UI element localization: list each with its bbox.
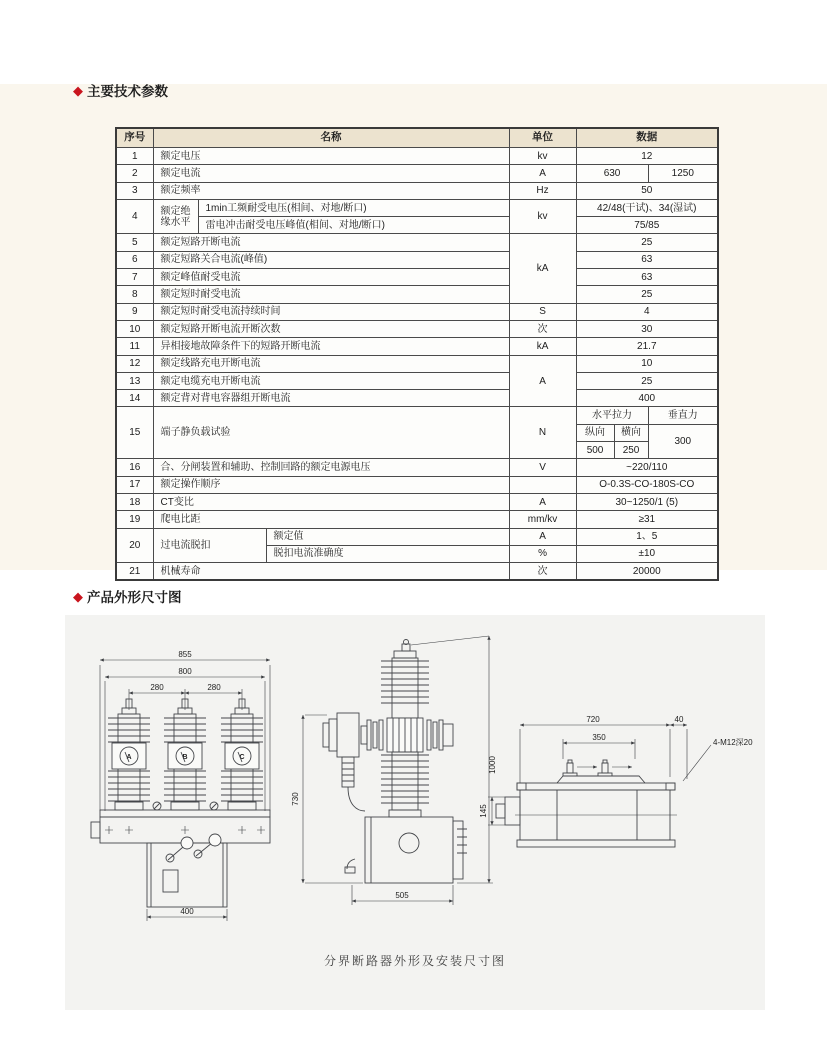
table-cell: 63: [576, 251, 718, 268]
dim-label-1000: 1000: [488, 756, 497, 774]
table-cell: 30~1250/1 (5): [576, 493, 718, 510]
table-cell: 30: [576, 320, 718, 337]
table-cell: 16: [116, 459, 153, 476]
table-cell: 额定短路开断电流: [153, 234, 509, 251]
dimension-diagram-panel: [65, 615, 765, 1010]
section-title-tech-params: [73, 80, 168, 100]
table-cell: 次: [509, 563, 576, 581]
table-cell: 额定背对背电容器组开断电流: [153, 390, 509, 407]
table-cell: kA: [509, 338, 576, 355]
table-header-cell: 名称: [153, 128, 509, 148]
dim-label-720: 720: [586, 715, 600, 724]
pole-c: [221, 699, 263, 810]
table-cell: [509, 476, 576, 493]
table-row: [116, 303, 718, 320]
table-cell: 额定电流: [153, 165, 509, 182]
table-row: [116, 165, 718, 182]
table-cell: A: [509, 493, 576, 510]
table-cell: 50: [576, 182, 718, 199]
table-cell: 1min工频耐受电压(相间、对地/断口): [198, 199, 509, 216]
table-cell: 额定线路充电开断电流: [153, 355, 509, 372]
table-cell: S: [509, 303, 576, 320]
table-cell: 25: [576, 372, 718, 389]
dim-label-280b: 280: [207, 683, 221, 692]
table-cell: 垂直力: [648, 407, 718, 424]
table-cell: 15: [116, 407, 153, 459]
section1-title-text: 主要技术参数: [87, 84, 168, 99]
table-cell: O-0.3S-CO-180S-CO: [576, 476, 718, 493]
table-cell: A: [509, 355, 576, 407]
table-cell: 额定短时耐受电流持续时间: [153, 303, 509, 320]
table-cell: 额定短路开断电流开断次数: [153, 320, 509, 337]
table-cell: ≥31: [576, 511, 718, 528]
section2-title-text: 产品外形尺寸图: [87, 590, 182, 605]
table-cell: 6: [116, 251, 153, 268]
table-cell: 雷电冲击耐受电压峰值(相间、对地/断口): [198, 217, 509, 234]
table-cell: 20: [116, 528, 153, 563]
table-row: [116, 251, 718, 268]
dimension-drawing: [65, 615, 765, 1010]
table-cell: 17: [116, 476, 153, 493]
dim-label-280a: 280: [150, 683, 164, 692]
table-row: [116, 355, 718, 372]
table-cell: CT变比: [153, 493, 509, 510]
table-cell: kA: [509, 234, 576, 303]
table-row: [116, 476, 718, 493]
table-row: [116, 234, 718, 251]
table-cell: 10: [116, 320, 153, 337]
table-cell: 63: [576, 269, 718, 286]
table-cell: 10: [576, 355, 718, 372]
table-row: [116, 182, 718, 199]
table-cell: mm/kv: [509, 511, 576, 528]
table-cell: 14: [116, 390, 153, 407]
table-row: [116, 459, 718, 476]
table-cell: 300: [648, 424, 718, 459]
table-cell: 25: [576, 234, 718, 251]
table-row: [116, 493, 718, 510]
table-cell: 额定频率: [153, 182, 509, 199]
table-cell: 4: [576, 303, 718, 320]
section-title-dimensions: [73, 586, 182, 606]
params-table-body: [116, 128, 718, 580]
table-cell: 额定值: [266, 528, 509, 545]
dim-label-145: 145: [479, 804, 488, 818]
table-cell: 12: [576, 148, 718, 165]
bolt-spec-label: 4-M12深20: [713, 738, 753, 747]
table-cell: 异相接地故障条件下的短路开断电流: [153, 338, 509, 355]
diamond-bullet-icon: ◆: [73, 82, 83, 98]
table-cell: 21.7: [576, 338, 718, 355]
table-cell: A: [509, 165, 576, 182]
table-cell: 额定短时耐受电流: [153, 286, 509, 303]
table-cell: 次: [509, 320, 576, 337]
table-cell: 500: [576, 442, 614, 459]
dim-label-730: 730: [291, 792, 300, 806]
table-cell: 额定操作顺序: [153, 476, 509, 493]
table-cell: 630: [576, 165, 648, 182]
table-header-cell: 序号: [116, 128, 153, 148]
table-cell: 21: [116, 563, 153, 581]
table-cell: 250: [614, 442, 648, 459]
table-cell: 额定电缆充电开断电流: [153, 372, 509, 389]
table-cell: 额定峰值耐受电流: [153, 269, 509, 286]
table-row: [116, 148, 718, 165]
pole-a: [108, 699, 150, 810]
table-cell: 额定电压: [153, 148, 509, 165]
table-cell: 75/85: [576, 217, 718, 234]
params-table: [115, 127, 719, 581]
table-cell: 2: [116, 165, 153, 182]
table-cell: 1、5: [576, 528, 718, 545]
table-cell: kv: [509, 148, 576, 165]
table-cell: 19: [116, 511, 153, 528]
table-cell: 18: [116, 493, 153, 510]
table-cell: 端子静负载试验: [153, 407, 509, 459]
table-cell: 11: [116, 338, 153, 355]
dim-label-350: 350: [592, 733, 606, 742]
table-cell: 20000: [576, 563, 718, 581]
side-view: [291, 636, 497, 905]
table-cell: ±10: [576, 545, 718, 562]
dim-label-855: 855: [178, 650, 192, 659]
table-cell: 8: [116, 286, 153, 303]
table-cell: ~220/110: [576, 459, 718, 476]
table-cell: 额定短路关合电流(峰值): [153, 251, 509, 268]
table-cell: 9: [116, 303, 153, 320]
table-cell: 1: [116, 148, 153, 165]
dim-label-505: 505: [395, 891, 409, 900]
table-cell: 1250: [648, 165, 718, 182]
table-cell: 13: [116, 372, 153, 389]
table-row: [116, 199, 718, 216]
table-cell: 爬电比距: [153, 511, 509, 528]
dim-label-40: 40: [674, 715, 684, 724]
top-view: [479, 715, 753, 847]
table-cell: 4: [116, 199, 153, 234]
phase-label-b: B: [182, 754, 188, 761]
table-cell: %: [509, 545, 576, 562]
pole-b: [164, 699, 206, 810]
table-cell: 25: [576, 286, 718, 303]
table-cell: 5: [116, 234, 153, 251]
table-row: [116, 269, 718, 286]
table-cell: Hz: [509, 182, 576, 199]
dim-label-400: 400: [180, 907, 194, 916]
table-header-cell: 数据: [576, 128, 718, 148]
table-row: [116, 407, 718, 424]
diamond-bullet-icon: ◆: [73, 588, 83, 604]
table-cell: 42/48(干试)、34(湿试): [576, 199, 718, 216]
table-cell: 横向: [614, 424, 648, 441]
table-row: [116, 286, 718, 303]
phase-label-c: C: [239, 754, 245, 761]
table-row: [116, 320, 718, 337]
table-row: [116, 511, 718, 528]
table-row: [116, 390, 718, 407]
table-cell: N: [509, 407, 576, 459]
front-view: [91, 650, 270, 921]
dim-label-800: 800: [178, 667, 192, 676]
table-cell: 3: [116, 182, 153, 199]
table-header-cell: 单位: [509, 128, 576, 148]
diagram-caption: 分界断路器外形及安装尺寸图: [323, 954, 506, 968]
table-cell: 纵向: [576, 424, 614, 441]
table-cell: 额定绝缘水平: [153, 199, 198, 234]
table-cell: 过电流脱扣: [153, 528, 266, 563]
phase-label-a: A: [126, 754, 132, 761]
table-cell: 400: [576, 390, 718, 407]
table-row: [116, 372, 718, 389]
table-header-row: [116, 128, 718, 148]
table-cell: V: [509, 459, 576, 476]
table-row: [116, 217, 718, 234]
table-row: [116, 528, 718, 545]
table-row: [116, 338, 718, 355]
table-row: [116, 563, 718, 581]
table-cell: 合、分闸装置和辅助、控制回路的额定电源电压: [153, 459, 509, 476]
table-cell: 机械寿命: [153, 563, 509, 581]
table-cell: kv: [509, 199, 576, 234]
table-cell: 水平拉力: [576, 407, 648, 424]
table-cell: 7: [116, 269, 153, 286]
table-cell: 脱扣电流准确度: [266, 545, 509, 562]
table-cell: 12: [116, 355, 153, 372]
table-cell: A: [509, 528, 576, 545]
